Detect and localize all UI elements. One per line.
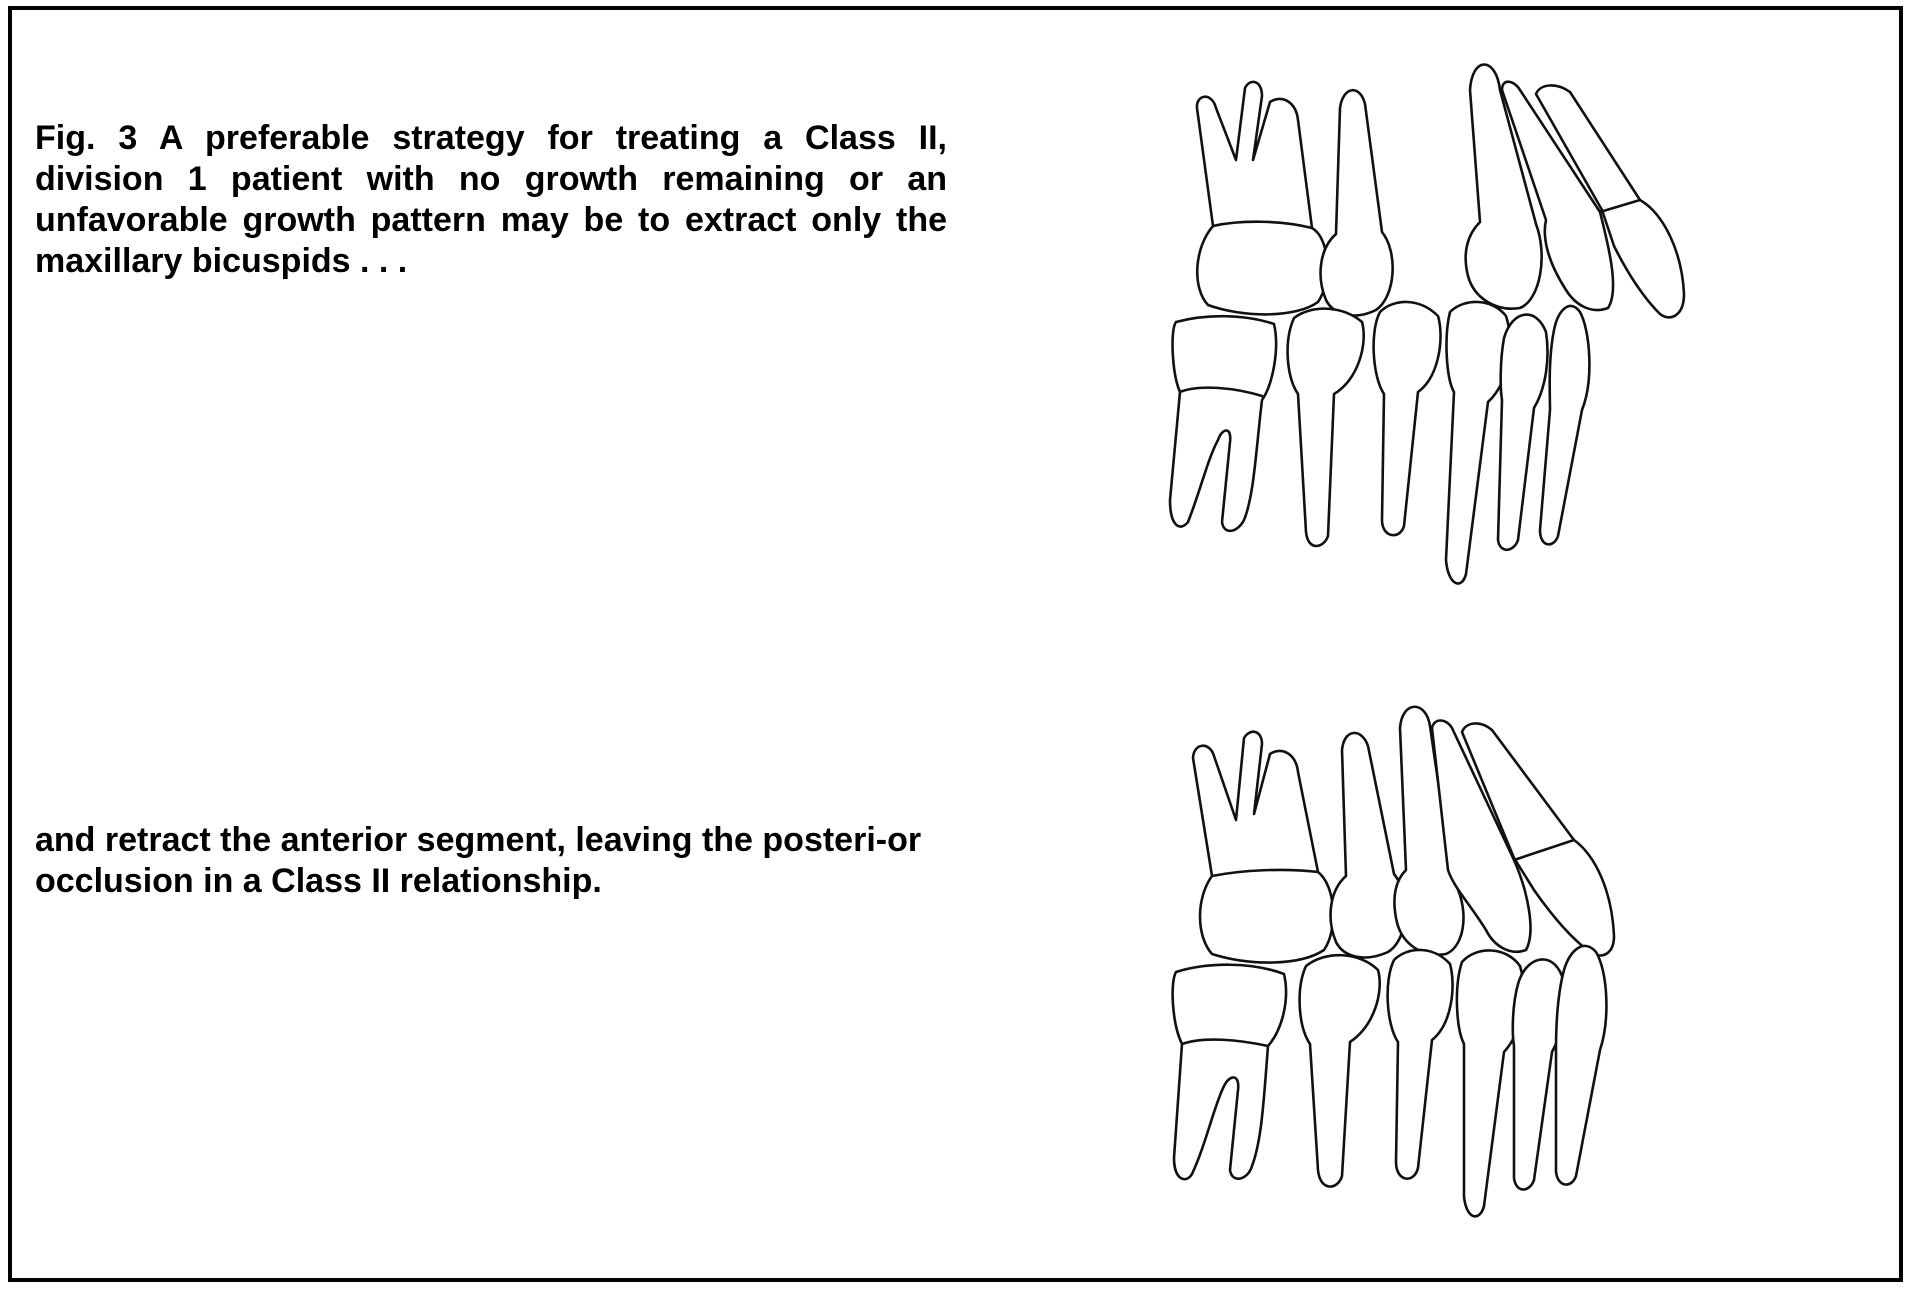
upper-molar xyxy=(1197,82,1327,315)
upper-canine xyxy=(1466,65,1542,309)
lower-premolar xyxy=(1374,302,1441,535)
caption-bottom xyxy=(35,820,947,902)
caption-top-text: A preferable strategy for treating a Class II, division 1 patient with no growth remaining or an unfavorable growth pattern may be to extract only the maxillary bicuspids . . . xyxy=(35,119,947,280)
lower-molar xyxy=(1170,316,1276,531)
upper-premolar xyxy=(1331,733,1406,957)
lower-central-incisor xyxy=(1556,946,1606,1185)
figure-label: Fig. 3 xyxy=(35,119,138,157)
lower-premolar xyxy=(1388,950,1453,1179)
dentition-after-retraction-illustration xyxy=(1140,695,1700,1235)
caption-bottom-text: and retract the anterior segment, leaving the posteri-or occlusion in a Class II relationship. xyxy=(35,821,922,900)
caption-top xyxy=(35,118,947,282)
upper-premolar xyxy=(1321,90,1393,315)
lower-premolar xyxy=(1300,955,1380,1186)
upper-molar xyxy=(1193,732,1333,963)
lower-molar xyxy=(1173,965,1286,1179)
lower-premolar xyxy=(1288,309,1364,546)
dentition-before-retraction-illustration xyxy=(1140,50,1700,610)
